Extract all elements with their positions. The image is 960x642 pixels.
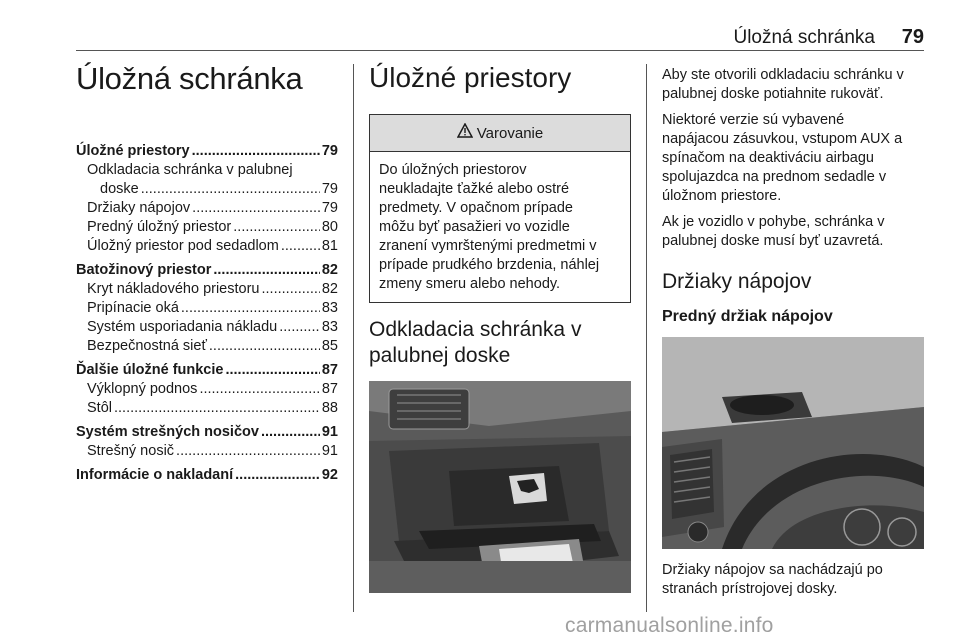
toc-subentry[interactable]: [76, 218, 338, 237]
toc-subentry-page: 83: [321, 300, 338, 316]
toc-subentry[interactable]: [76, 280, 338, 299]
warning-line: zranení vymrštenými predmetmi v: [379, 238, 597, 254]
toc-subentry-label-wrap[interactable]: [76, 161, 338, 180]
toc-subentry-label: Pripínacie oká: [87, 300, 179, 316]
toc-entry-page: 82: [321, 262, 338, 278]
site-watermark[interactable]: carmanualsonline.info: [565, 614, 774, 637]
toc-subentry-label: Úložný priestor pod sedadlom: [87, 238, 279, 254]
toc-subentry[interactable]: [76, 399, 338, 418]
warning-line: Do úložných priestorov: [379, 162, 527, 178]
toc-entry-page: 92: [321, 467, 338, 483]
chapter-title: Úložná schránka: [76, 61, 303, 96]
paragraph-line: Ak je vozidlo v pohybe, schránka v: [662, 214, 885, 230]
toc-subentry[interactable]: [76, 237, 338, 256]
toc-subentry-label: Kryt nákladového priestoru: [87, 281, 260, 297]
toc-subentry-label: Stôl: [87, 400, 112, 416]
page-header-title: Úložná schránka: [733, 27, 875, 48]
toc-subentry[interactable]: [76, 199, 338, 218]
table-of-contents: [76, 142, 338, 485]
column-toc: [76, 60, 338, 490]
cupholder-caption: [662, 561, 928, 599]
toc-group: [76, 261, 338, 356]
front-cupholder-heading: Predný držiak nápojov: [662, 308, 833, 325]
toc-subentry-label: doske: [100, 181, 139, 197]
toc-subentry-label: Držiaky nápojov: [87, 200, 191, 216]
warning-line: neukladajte ťažké alebo ostré: [379, 181, 570, 197]
toc-subentry-page: 80: [321, 219, 338, 235]
section-title: Úložné priestory: [369, 62, 572, 93]
subsection-title-line: Odkladacia schránka v: [369, 318, 582, 341]
toc-subentry-page: 91: [321, 443, 338, 459]
toc-entry[interactable]: [76, 361, 338, 380]
toc-entry-page: 87: [321, 362, 338, 378]
toc-entry-label: Systém strešných nosičov: [76, 424, 259, 440]
toc-subentry[interactable]: [76, 380, 338, 399]
toc-subentry-page: 83: [321, 319, 338, 335]
toc-entry-label: Úložné priestory: [76, 143, 190, 159]
toc-entry[interactable]: [76, 142, 338, 161]
paragraph-line: palubnej doske potiahnite rukoväť.: [662, 86, 884, 102]
toc-subentry-label: Odkladacia schránka v palubnej: [87, 162, 293, 178]
subsection-title-line: palubnej doske: [369, 344, 511, 367]
paragraph-line: úložnom priestore.: [662, 188, 782, 204]
column-divider-1: [353, 64, 354, 612]
paragraph-line: Aby ste otvorili odkladaciu schránku v: [662, 67, 904, 83]
warning-line: zmeny smeru alebo nehody.: [379, 276, 561, 292]
caption-line: Držiaky nápojov sa nachádzajú po: [662, 562, 883, 578]
toc-subentry-page: 85: [321, 338, 338, 354]
toc-subentry-label: Predný úložný priestor: [87, 219, 232, 235]
toc-entry[interactable]: [76, 466, 338, 485]
toc-subentry[interactable]: [76, 318, 338, 337]
toc-entry-label: Batožinový priestor: [76, 262, 212, 278]
paragraph: [662, 111, 928, 206]
toc-group: [76, 423, 338, 461]
warning-line: prípade prudkého brzdenia, náhlej: [379, 257, 600, 273]
toc-subentry[interactable]: [76, 299, 338, 318]
paragraph: [662, 66, 928, 104]
warning-line: môžu byť pasažieri vo vozidle: [379, 219, 570, 235]
toc-subentry-label: Bezpečnostná sieť: [87, 338, 207, 354]
toc-entry[interactable]: [76, 423, 338, 442]
toc-entry-label: Ďalšie úložné funkcie: [76, 362, 224, 378]
column-content: [662, 66, 928, 599]
paragraph-line: napájacou zásuvkou, vstupom AUX a: [662, 131, 903, 147]
warning-box: [369, 114, 631, 303]
toc-group: [76, 361, 338, 418]
toc-subentry-page: 88: [321, 400, 338, 416]
toc-subentry-label: Výklopný podnos: [87, 381, 198, 397]
cupholders-heading: Držiaky nápojov: [662, 270, 812, 293]
paragraph-line: spínačom na deaktiváciu airbagu: [662, 150, 874, 166]
toc-entry-page: 79: [321, 143, 338, 159]
header-rule: [76, 50, 924, 51]
toc-subentry-page: 82: [321, 281, 338, 297]
toc-entry[interactable]: [76, 261, 338, 280]
toc-subentry-page: 87: [321, 381, 338, 397]
subsection-title: [369, 317, 631, 369]
toc-entry-page: 91: [321, 424, 338, 440]
caption-line: stranách prístrojovej dosky.: [662, 581, 838, 597]
warning-text: [370, 152, 630, 302]
toc-subentry[interactable]: [76, 180, 338, 199]
toc-subentry[interactable]: [76, 337, 338, 356]
toc-subentry-page: 81: [321, 238, 338, 254]
toc-subentry-label: Systém usporiadania nákladu: [87, 319, 278, 335]
toc-subentry-page: 79: [321, 181, 338, 197]
toc-subentry-page: 79: [321, 200, 338, 216]
page-number: 79: [901, 26, 924, 48]
toc-group: [76, 142, 338, 256]
column-storage: [369, 60, 631, 593]
warning-line: predmety. V opačnom prípade: [379, 200, 573, 216]
toc-subentry-label: Strešný nosič: [87, 443, 175, 459]
paragraph-line: spolujazdca na prednom sedadle v: [662, 169, 887, 185]
toc-subentry[interactable]: [76, 442, 338, 461]
cupholder-photo: [662, 337, 924, 549]
paragraph-line: palubnej doske musí byť uzavretá.: [662, 233, 884, 249]
warning-header: [370, 115, 630, 152]
toc-group: [76, 466, 338, 485]
warning-label: Varovanie: [476, 124, 544, 142]
glovebox-photo: [369, 381, 631, 593]
warning-triangle-icon: [457, 123, 473, 143]
column-divider-2: [646, 64, 647, 612]
paragraph-line: Niektoré verzie sú vybavené: [662, 112, 845, 128]
toc-entry-label: Informácie o nakladaní: [76, 467, 234, 483]
paragraph: [662, 213, 928, 251]
